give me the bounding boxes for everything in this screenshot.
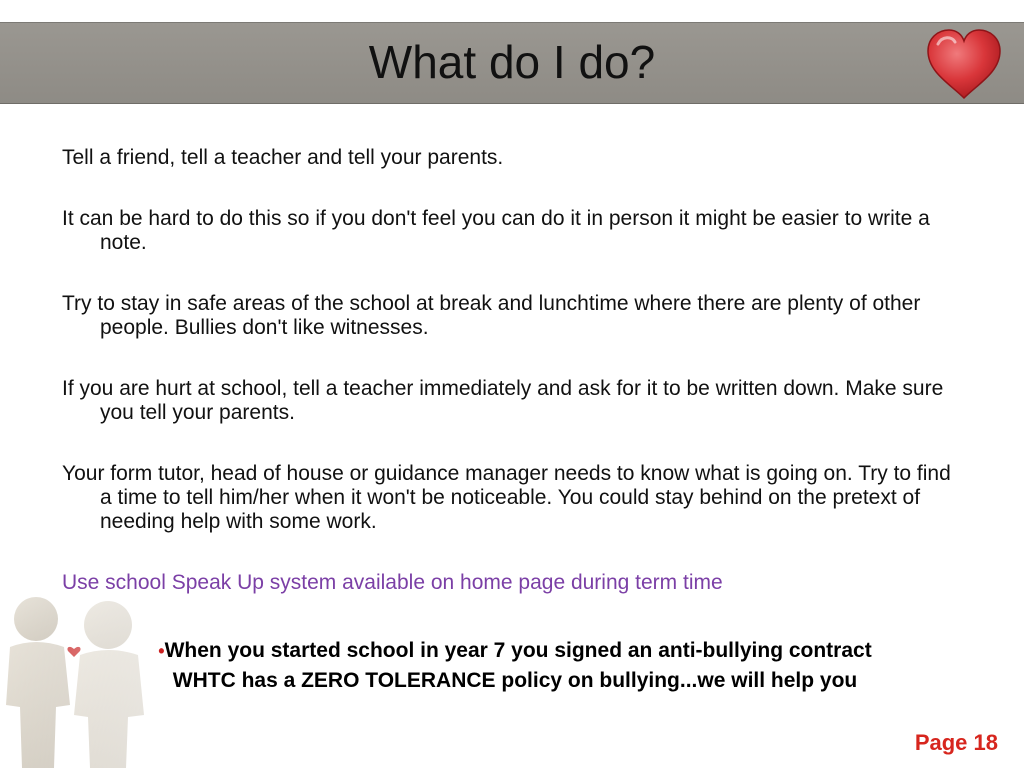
paragraph-tell-friend: Tell a friend, tell a teacher and tell your parents.: [62, 146, 504, 169]
contract-line: [70, 636, 960, 666]
content-body: [62, 146, 962, 595]
paragraph-form-tutor: Your form tutor, head of house or guidance manager needs to know what is going on. Try to find a time to tell him/her when it won't be noticeable. You could stay behind on the pretext of needing help with some work.: [62, 462, 951, 533]
bullet-icon: •: [158, 641, 165, 661]
heart-icon: [922, 26, 1006, 102]
page-number: Page 18: [914, 730, 998, 755]
policy-line: WHTC has a ZERO TOLERANCE policy on bullying...we will help you: [172, 669, 858, 692]
speak-up-link[interactable]: Use school Speak Up system available on home page during term time: [62, 571, 723, 594]
paragraph-write-note: It can be hard to do this so if you don't feel you can do it in person it might be easier to write a note.: [62, 207, 930, 254]
zero-tolerance-notice: [70, 636, 960, 696]
paragraph-safe-areas: Try to stay in safe areas of the school at break and lunchtime where there are plenty of other people. Bullies don't like witnesses.: [62, 292, 921, 339]
contract-text: When you started school in year 7 you signed an anti-bullying contract: [164, 639, 872, 662]
slide-title: What do I do?: [368, 36, 656, 88]
paragraph-hurt-at-school: If you are hurt at school, tell a teacher immediately and ask for it to be written down. Make sure you tell your parents.: [62, 377, 944, 424]
